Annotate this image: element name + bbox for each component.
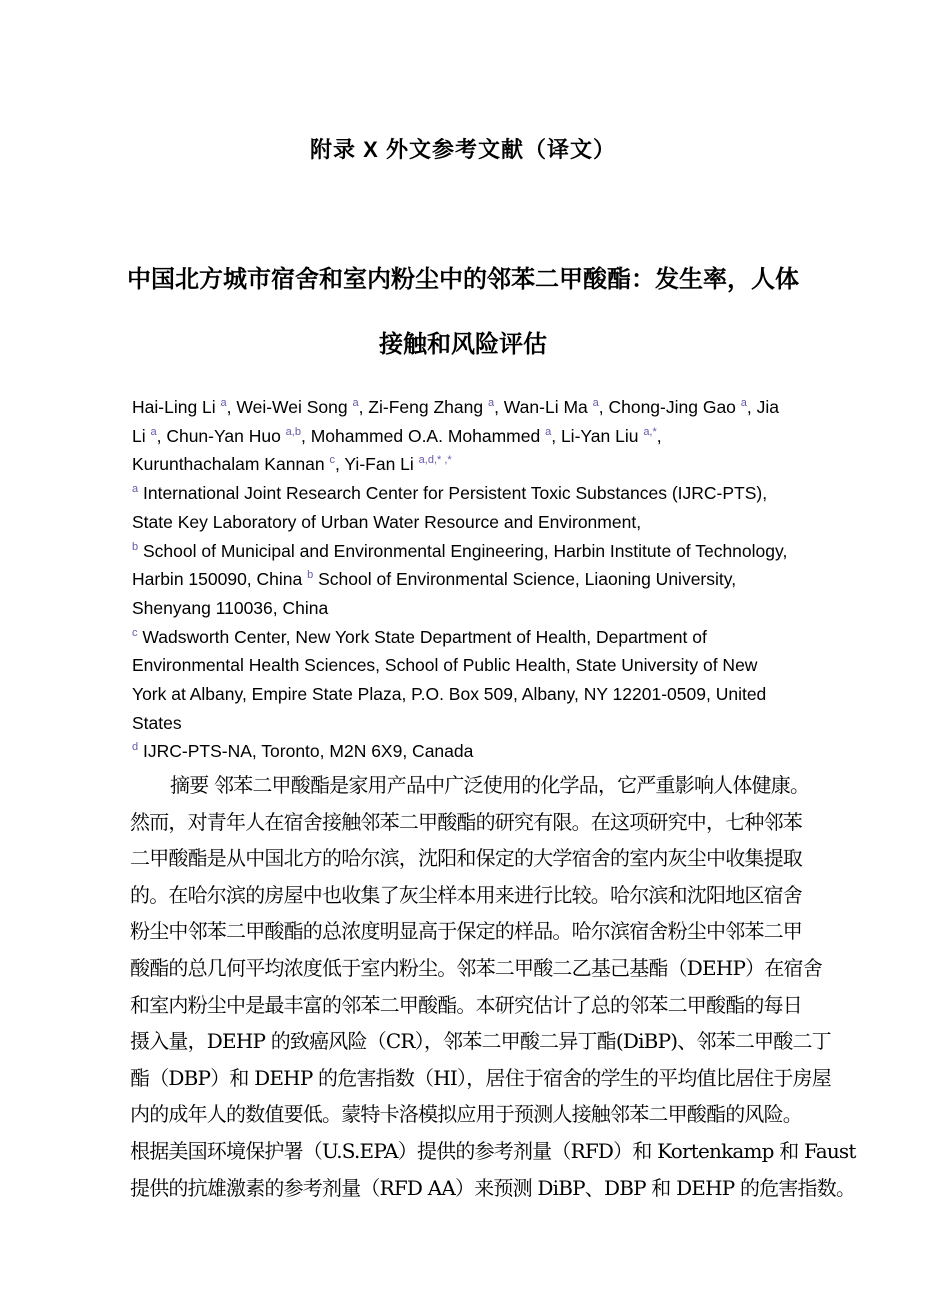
text-run: International Joint Research Center for Persistent Toxic Substances (IJRC-PTS), [138,483,768,504]
text-run: State Key Laboratory of Urban Water Resource and Environment, [132,511,642,532]
authors-section [132,393,808,766]
superscript-marker: d [132,741,139,754]
abstract-line: 二甲酸酯是从中国北方的哈尔滨，沈阳和保定的大学宿舍的室内灰尘中收集提取 [130,846,802,871]
superscript-marker: b [307,569,314,582]
affiliation-line [132,651,808,680]
text-run: Li [132,425,151,446]
text-run: States [132,712,182,733]
author-list [132,393,808,479]
text-run: , Chong-Jing Gao [598,397,741,417]
superscript-marker: a,d,* ,* [418,454,452,467]
paper-title [60,247,866,377]
text-run: Kurunthachalam Kannan [132,454,330,475]
affiliation-line [132,680,808,709]
superscript-marker: a [132,483,139,496]
text-run: Hai-Ling Li [132,397,221,417]
abstract-line: 摄入量，DEHP 的致癌风险（CR），邻苯二甲酸二异丁酯(DiBP)、邻苯二甲酸二丁 [130,1029,831,1054]
text-run: Environmental Health Sciences, School of Public Health, State University of New [132,655,758,676]
affiliation-line [132,709,808,738]
text-run: School of Municipal and Environmental Engineering, Harbin Institute of Technology, [138,540,788,561]
text-run: York at Albany, Empire State Plaza, P.O. Box 509, Albany, NY 12201-0509, United [132,684,767,705]
affiliation-line [132,737,808,766]
superscript-marker: a [592,397,599,410]
affiliation-line [132,508,808,537]
text-run: , [656,425,662,446]
text-run: School of Environmental Science, Liaoning University, [313,569,737,590]
abstract-line: 酯（DBP）和 DEHP 的危害指数（HI），居住于宿舍的学生的平均值比居住于房屋 [130,1065,831,1090]
abstract-line: 然而，对青年人在宿舍接触邻苯二甲酸酯的研究有限。在这项研究中，七种邻苯 [130,809,802,834]
text-run: Wadsworth Center, New York State Department of Health, Department of [137,626,707,647]
abstract [130,767,856,1206]
text-run: , Chun-Yan Huo [156,425,286,446]
affiliation-line [132,594,808,623]
superscript-marker: a [740,397,747,410]
text-run: Shenyang 110036, China [132,597,329,618]
abstract-line: 的。在哈尔滨的房屋中也收集了灰尘样本用来进行比较。哈尔滨和沈阳地区宿舍 [130,882,802,907]
abstract-line: 提供的抗雄激素的参考剂量（RFD AA）来预测 DiBP、DBP 和 DEHP 的危害指数。 [130,1175,856,1200]
affiliation-line [132,623,808,652]
author-line [132,393,808,422]
paper-title-line-1: 中国北方城市宿舍和室内粉尘中的邻苯二甲酸酯：发生率，人体 [127,266,799,293]
affiliation-list [132,479,808,766]
superscript-marker: a [487,397,495,410]
paper-title-line-2: 接触和风险评估 [379,331,547,358]
author-line [132,422,808,451]
text-run: , Jia [746,397,780,417]
text-run: , Li-Yan Liu [551,425,644,446]
abstract-line: 和室内粉尘中是最丰富的邻苯二甲酸酯。本研究估计了总的邻苯二甲酸酯的每日 [130,992,802,1017]
text-run: , Yi-Fan Li [335,454,419,475]
author-line [132,450,808,479]
text-run: , Zi-Feng Zhang [358,397,488,417]
text-run: Harbin 150090, China [132,569,308,590]
affiliation-line [132,565,808,594]
superscript-marker: a [545,425,552,438]
text-run: , Wei-Wei Song [226,397,353,417]
superscript-marker: c [132,626,138,639]
abstract-line: 粉尘中邻苯二甲酸酯的总浓度明显高于保定的样品。哈尔滨宿舍粉尘中邻苯二甲 [130,919,802,944]
superscript-marker: b [132,540,139,553]
text-run: , Mohammed O.A. Mohammed [300,425,546,446]
superscript-marker: a [220,397,227,410]
superscript-marker: a,* [643,425,657,438]
superscript-marker: a,b [285,425,301,438]
abstract-line: 摘要 邻苯二甲酸酯是家用产品中广泛使用的化学品，它严重影响人体健康。 [170,773,810,797]
text-run: IJRC-PTS-NA, Toronto, M2N 6X9, Canada [138,741,474,762]
superscript-marker: a [150,425,157,438]
superscript-marker: c [329,454,335,467]
abstract-line: 内的成年人的数值要低。蒙特卡洛模拟应用于预测人接触邻苯二甲酸酯的风险。 [130,1102,802,1127]
appendix-heading: 附录 X 外文参考文献（译文） [310,137,616,162]
text-run: , Wan-Li Ma [494,397,593,417]
affiliation-line [132,537,808,566]
abstract-line: 根据美国环境保护署（U.S.EPA）提供的参考剂量（RFD）和 Kortenkamp 和 Faust [130,1138,856,1163]
superscript-marker: a [352,397,359,410]
affiliation-line [132,479,808,508]
abstract-line: 酸酯的总几何平均浓度低于室内粉尘。邻苯二甲酸二乙基己基酯（DEHP）在宿舍 [130,955,822,980]
